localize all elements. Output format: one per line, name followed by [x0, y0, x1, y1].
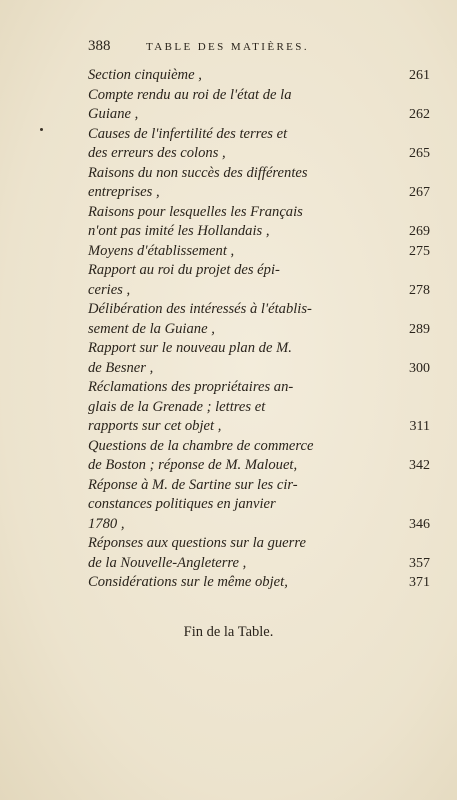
toc-entry-line	[88, 573, 430, 593]
toc-entry	[88, 164, 430, 203]
page-number: 388	[88, 38, 111, 54]
toc-entry-line	[88, 281, 430, 301]
toc-entry	[88, 339, 430, 378]
toc-entry-title: rapports sur cet objet ,	[88, 418, 222, 434]
table-of-contents	[88, 66, 430, 593]
toc-entry-title: de Boston ; réponse de M. Malouet,	[88, 457, 298, 473]
toc-entry-title: Moyens d'établissement ,	[88, 242, 235, 259]
toc-entry-line	[88, 359, 430, 379]
toc-entry	[88, 203, 430, 242]
end-of-table-text: Fin de la Table.	[183, 624, 274, 640]
toc-entry-page-number: 357	[409, 555, 430, 571]
toc-entry-title: sement de la Guiane ,	[88, 320, 215, 337]
toc-entry-line	[88, 320, 430, 340]
running-title: TABLE DES MATIÈRES.	[146, 41, 309, 53]
toc-entry	[88, 261, 430, 300]
toc-entry-line	[88, 378, 430, 398]
page-header	[88, 38, 388, 62]
toc-entry-title: glais de la Grenade ; lettres et	[88, 398, 266, 415]
toc-entry-line	[88, 66, 430, 86]
toc-entry-line	[88, 222, 430, 242]
toc-entry-line	[88, 242, 430, 262]
toc-entry	[88, 125, 430, 164]
toc-entry-title: 1780 ,	[88, 515, 125, 532]
toc-entry-title: de Besner ,	[88, 359, 154, 376]
toc-entry-title: Causes de l'infertilité des terres et	[88, 125, 288, 142]
toc-entry-line	[88, 164, 430, 184]
toc-entry-title: Rapport sur le nouveau plan de M.	[88, 340, 292, 356]
toc-entry-line	[88, 105, 430, 125]
toc-entry-line	[88, 144, 430, 164]
toc-entry-title: Raisons pour lesquelles les Français	[88, 203, 303, 220]
toc-entry-line	[88, 515, 430, 535]
toc-entry	[88, 437, 430, 476]
toc-entry-line	[88, 183, 430, 203]
toc-entry-line	[88, 476, 430, 496]
toc-entry	[88, 573, 430, 593]
toc-entry-title: Considérations sur le même objet,	[88, 574, 288, 590]
toc-entry-line	[88, 300, 430, 320]
toc-entry-page-number: 289	[409, 321, 430, 337]
toc-entry-title: ceries ,	[88, 281, 131, 298]
toc-entry-line	[88, 417, 430, 437]
toc-entry-title: constances politiques en janvier	[88, 496, 276, 512]
toc-entry-page-number: 300	[409, 360, 430, 376]
toc-entry-line	[88, 437, 430, 457]
toc-entry-title: n'ont pas imité les Hollandais ,	[88, 223, 270, 239]
toc-entry	[88, 86, 430, 125]
toc-entry	[88, 378, 430, 437]
toc-entry-title: Guiane ,	[88, 106, 139, 122]
toc-entry-page-number: 265	[409, 146, 430, 161]
toc-entry-page-number: 371	[409, 575, 430, 590]
toc-entry-line	[88, 203, 430, 223]
toc-entry	[88, 242, 430, 262]
toc-entry-page-number: 261	[409, 68, 430, 83]
margin-mark	[40, 128, 43, 131]
toc-entry-title: Réponse à M. de Sartine sur les cir-	[88, 476, 298, 493]
toc-entry-line	[88, 125, 430, 145]
toc-entry-title: Questions de la chambre de commerce	[88, 437, 314, 454]
toc-entry-title: Réponses aux questions sur la guerre	[88, 535, 306, 551]
toc-entry-page-number: 278	[409, 282, 430, 298]
toc-entry-title: Raisons du non succès des différentes	[88, 164, 308, 181]
toc-entry-title: Délibération des intéressés à l'établis-	[88, 301, 312, 317]
toc-entry-line	[88, 554, 430, 574]
toc-entry-page-number: 262	[409, 107, 430, 122]
toc-entry-line	[88, 261, 430, 281]
toc-entry-page-number: 342	[409, 458, 430, 473]
toc-entry	[88, 476, 430, 535]
toc-entry-line	[88, 339, 430, 359]
toc-entry-title: Réclamations des propriétaires an-	[88, 379, 294, 395]
toc-entry-line	[88, 495, 430, 515]
toc-entry-line	[88, 86, 430, 106]
toc-entry-title: de la Nouvelle-Angleterre ,	[88, 554, 247, 571]
toc-entry-page-number: 346	[409, 516, 430, 532]
toc-entry	[88, 300, 430, 339]
toc-entry-title: Section cinquième ,	[88, 67, 202, 83]
toc-entry-title: Compte rendu au roi de l'état de la	[88, 86, 292, 103]
toc-entry-title: Rapport au roi du projet des épi-	[88, 262, 280, 278]
toc-entry-line	[88, 534, 430, 554]
toc-entry	[88, 534, 430, 573]
toc-entry-line	[88, 398, 430, 418]
toc-entry	[88, 66, 430, 86]
toc-entry-page-number: 269	[409, 224, 430, 239]
toc-entry-page-number: 311	[409, 419, 430, 434]
toc-entry-title: entreprises ,	[88, 184, 160, 200]
toc-entry-line	[88, 456, 430, 476]
toc-entry-page-number: 275	[409, 243, 430, 259]
toc-entry-page-number: 267	[409, 185, 430, 200]
toc-entry-title: des erreurs des colons ,	[88, 145, 226, 161]
